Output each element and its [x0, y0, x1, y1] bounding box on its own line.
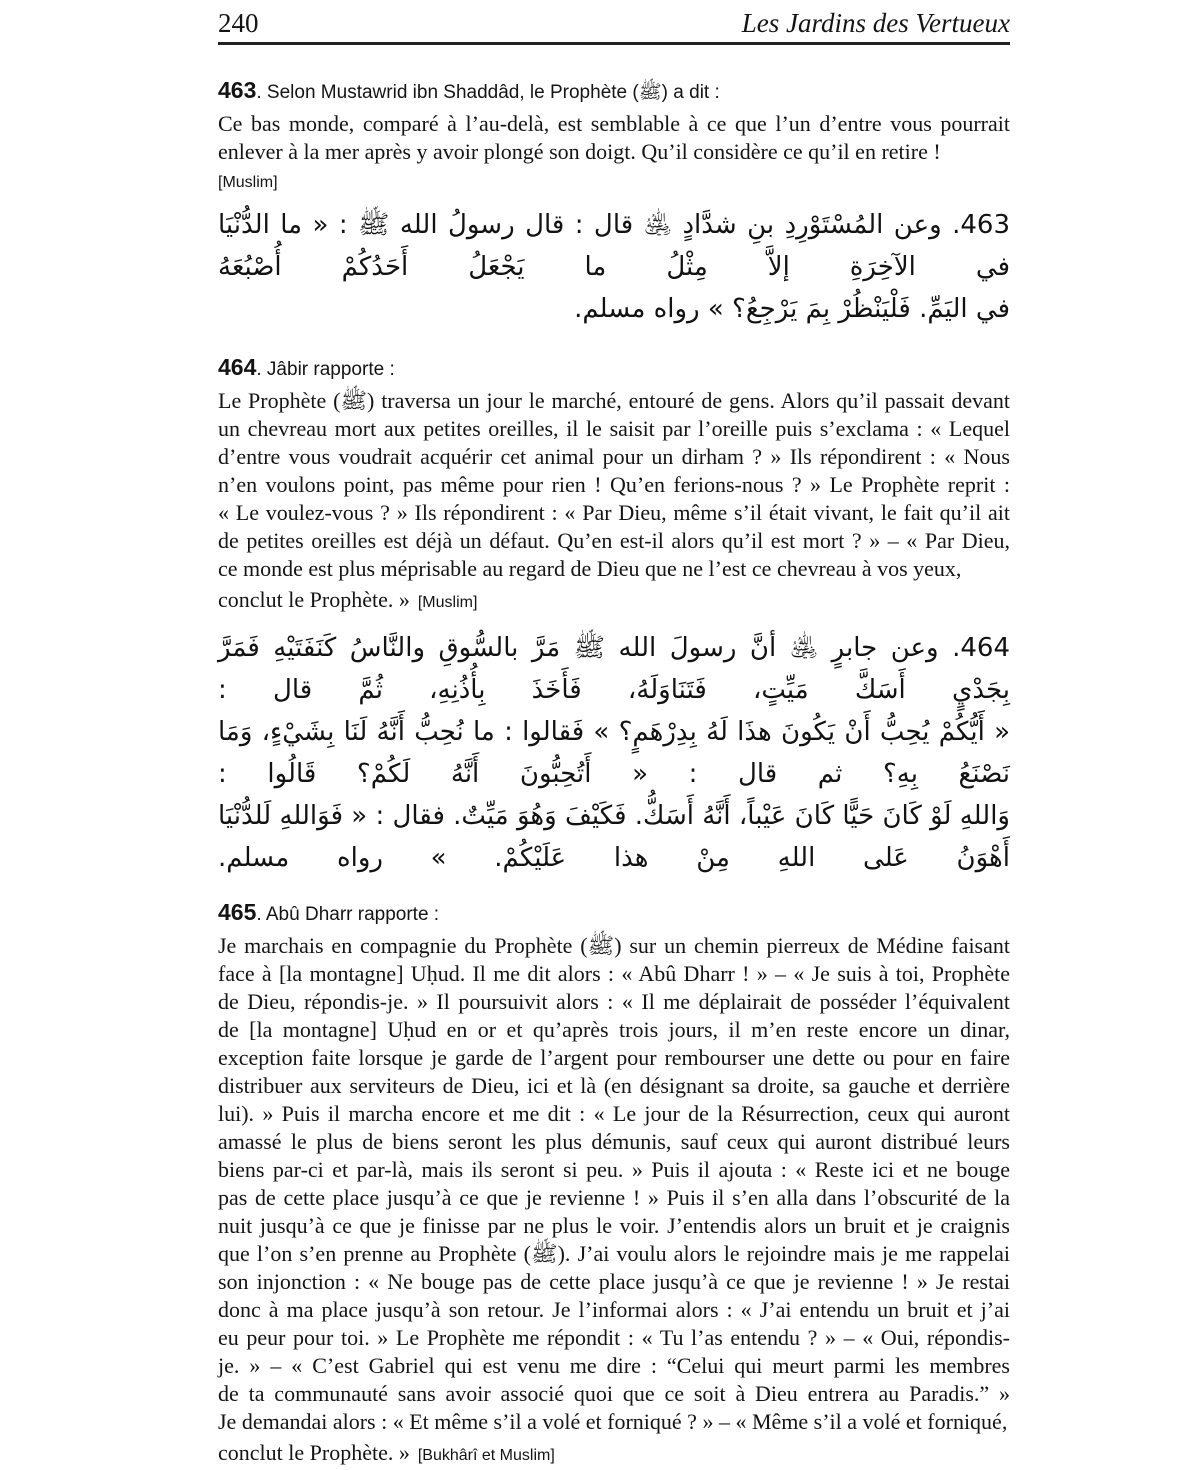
- text-line: exception faite lorsque je garde de l’argent pour rembourser une dette ou pour en faire: [218, 1045, 1010, 1070]
- text-line: n’en voulons point, pas même pour rien ! Qu’en ferions-nous ? » Le Prophète reprit :: [218, 472, 1010, 497]
- text-line: ce monde est plus méprisable au regard de Dieu que ne l’est ce chevreau à vos yeux,: [218, 556, 962, 581]
- text-line: de ta communauté sans avoir associé quoi que ce soit à Dieu entrera au Paradis.” »: [218, 1381, 1010, 1406]
- hadith-465-section: [218, 899, 1010, 1470]
- final-line-text: conclut le Prophète. »: [218, 587, 410, 612]
- text-line: face à [la montagne] Uḥud. Il me dit alors : « Abû Dharr ! » – « Je suis à toi, Prophète: [218, 961, 1010, 986]
- text-line: de [la montagne] Uḥud en or et qu’après trois jours, il m’en reste encore un dinar,: [218, 1017, 1010, 1042]
- text-line: je. » – « C’est Gabriel qui est venu me dire : “Celui qui meurt parmi les membres: [218, 1353, 1010, 1378]
- hadith-463-body: [218, 110, 1010, 166]
- text-line: biens par-ci et par-là, mais ils seront si peu. » Puis il ajouta : « Reste ici et ne bouge: [218, 1157, 1010, 1182]
- text-line: 463. وعن المُسْتَوْرِدِ بنِ شدَّادٍ ﵁ قال : قال رسولُ الله ﷺ : « ما الدُّنْيَا في الآخِرَةِ إلاَّ مِثْلُ ما يَجْعَلُ أَحَدُكُمْ أُصْبُعَهُ: [218, 210, 1010, 282]
- running-title: Les Jardins des Vertueux: [741, 8, 1010, 38]
- text-line: eu peur pour toi. » Le Prophète me répondit : « Tu l’as entendu ? » – « Oui, répondis-: [218, 1325, 1010, 1350]
- text-line: وَاللهِ لَوْ كَانَ حَيًّا كَانَ عَيْباً، أَنَّهُ أَسَكُّ. فَكَيْفَ وَهُوَ مَيِّتٌ. فقال : « فَوَاللهِ لَلدُّنْيَا أَهْوَنُ عَلى اللهِ مِنْ هذا عَلَيْكُمْ. » رواه مسلم.: [218, 801, 1010, 873]
- text-line: Je demandai alors : « Et même s’il a volé et forniqué ? » – « Même s’il a volé et forniqué,: [218, 1409, 1008, 1434]
- text-line: de Dieu, répondis-je. » Il poursuivit alors : « Il me déplairait de posséder l’équivalent: [218, 989, 1010, 1014]
- text-line: « أَيُّكُمْ يُحِبُّ أَنْ يَكُونَ هذَا لَهُ بِدِرْهَمٍ؟ » فَقالوا : ما نُحِبُّ أَنَّهُ لَنَا بِشَيْءٍ، وَمَا نَصْنَعُ بِهِ؟ ثم قال : « أَتُحِبُّونَ أَنَّهُ لَكُمْ؟ قَالُوا :: [218, 717, 1010, 789]
- text-line: enlever à la mer après y avoir plongé son doigt. Qu’il considère ce qu’il en retire !: [218, 139, 941, 164]
- hadith-number: 463: [218, 77, 257, 103]
- hadith-intro: . Jâbir rapporte :: [256, 359, 395, 380]
- hadith-465-final-line: [218, 1439, 1010, 1470]
- hadith-463-heading: [218, 77, 1010, 107]
- hadith-464-section: [218, 354, 1010, 879]
- hadith-463-source-tag: [Muslim]: [218, 174, 278, 191]
- hadith-464-final-line: [218, 586, 1010, 617]
- hadith-intro: . Abû Dharr rapporte :: [256, 904, 440, 925]
- text-line: un chevreau mort aux petites oreilles, il le saisit par l’oreille puis s’exclama : « Lequel: [218, 416, 1010, 441]
- text-line: d’entre vous voudrait acquérir cet animal pour un dirham ? » Ils répondirent : « Nous: [218, 444, 1010, 469]
- text-line: de petites oreilles est déjà un défaut. Qu’en est-il alors qu’il est mort ? » – « Par Dieu,: [218, 528, 1010, 553]
- text-line: 464. وعن جابرٍ ﵁ أنَّ رسولَ الله ﷺ مَرَّ بالسُّوقِ والنَّاسُ كَنَفَتَيْهِ فَمَرَّ بِجَدْيٍ أَسَكَّ مَيِّتٍ، فَتَنَاوَلَهُ، فَأَخَذَ بِأُذُنِهِ، ثُمَّ قال :: [218, 633, 1010, 705]
- text-line: « Le voulez-vous ? » Ils répondirent : « Par Dieu, même s’il était vivant, le fait qu’il ait: [218, 500, 1010, 525]
- page-number: 240: [218, 8, 259, 38]
- text-line: Le Prophète (ﷺ) traversa un jour le marché, entouré de gens. Alors qu’il passait devant: [218, 388, 1011, 413]
- text-line: nuit jusqu’à ce que je finisse par ne plus le voir. J’entendis alors un bruit et je craignis: [218, 1213, 1010, 1238]
- hadith-464-heading: [218, 354, 1010, 384]
- page-header: [218, 8, 1010, 45]
- text-line: distribuer aux serviteurs de Dieu, ici et là (en désignant sa droite, sa gauche et derrière: [218, 1073, 1010, 1098]
- text-line: في اليَمِّ. فَلْيَنْظُرْ بِمَ يَرْجِعُ؟ » رواه مسلم.: [574, 294, 1010, 324]
- text-line: amassé le plus de biens seront les plus démunis, sauf ceux qui auront distribué leurs: [218, 1129, 1010, 1154]
- hadith-number: 464: [218, 354, 257, 380]
- text-line: lui). » Puis il marcha encore et me dit : « Le jour de la Résurrection, ceux qui auront: [218, 1101, 1010, 1126]
- hadith-intro: . Selon Mustawrid ibn Shaddâd, le Prophète (ﷺ) a dit :: [256, 82, 720, 103]
- text-line: pas de cette place jusqu’à ce que je revienne ! » Puis il s’en alla dans l’obscurité de la: [218, 1185, 1010, 1210]
- hadith-464-arabic-text: [218, 627, 1010, 879]
- text-line: Ce bas monde, comparé à l’au-delà, est semblable à ce que l’un d’entre vous pourrait: [218, 111, 1010, 136]
- hadith-464-source-tag: [Muslim]: [417, 594, 478, 611]
- text-line: que l’on s’en prenne au Prophète (ﷺ). J’ai voulu alors le rejoindre mais je me rappelai: [218, 1241, 1010, 1266]
- hadith-464-body: [218, 387, 1010, 583]
- hadith-465-source-tag: [Bukhârî et Muslim]: [417, 1447, 555, 1464]
- hadith-465-body: [218, 932, 1010, 1436]
- hadith-465-heading: [218, 899, 1010, 929]
- text-line: Je marchais en compagnie du Prophète (ﷺ) sur un chemin pierreux de Médine faisant: [218, 933, 1010, 958]
- text-line: son injonction : « Ne bouge pas de cette place jusqu’à ce que je revienne ! » Je restai: [218, 1269, 1010, 1294]
- final-line-text: conclut le Prophète. »: [218, 1440, 410, 1465]
- hadith-463-section: [218, 77, 1010, 330]
- hadith-number: 465: [218, 899, 257, 925]
- hadith-463-arabic-text: [218, 204, 1010, 330]
- text-line: donc à ma place jusqu’à son retour. Je l’informai alors : « J’ai entendu un bruit et j’ai: [218, 1297, 1010, 1322]
